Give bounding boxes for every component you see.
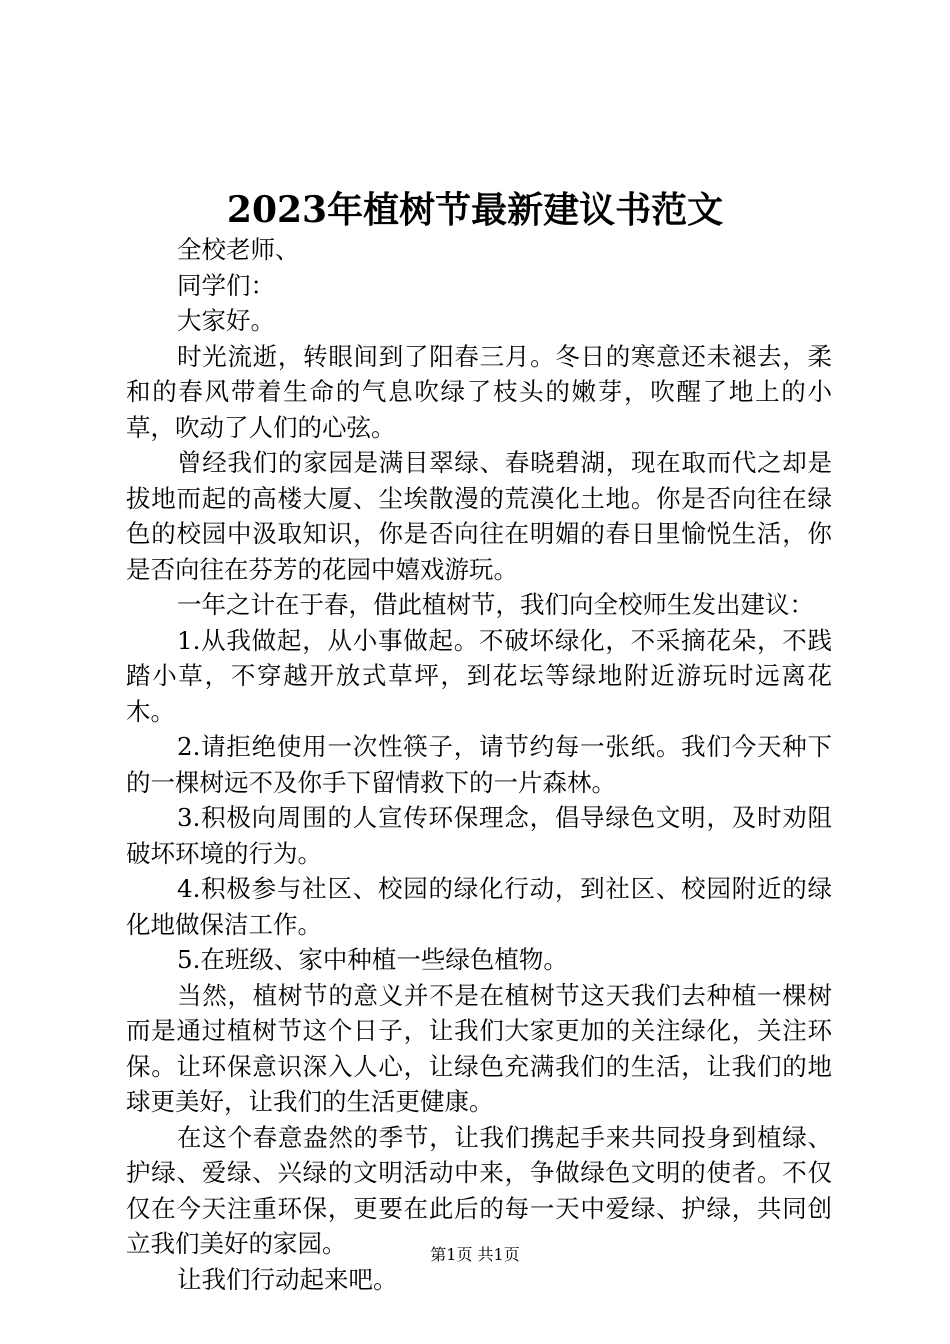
paragraph: 曾经我们的家园是满目翠绿、春晓碧湖，现在取而代之却是拔地而起的高楼大厦、尘埃散漫的荒漠化土地。你是否向往在绿色的校园中汲取知识，你是否向往在明媚的春日里愉悦生活，你是否向往在芬芳的花园中嬉戏游玩。 bbox=[126, 448, 832, 584]
paragraph: 一年之计在于春，借此植树节，我们向全校师生发出建议： bbox=[177, 590, 814, 619]
paragraph: 在这个春意盎然的季节，让我们携起手来共同投身到植绿、护绿、爱绿、兴绿的文明活动中来，争做绿色文明的使者。不仅仅在今天注重环保，更要在此后的每一天中爱绿、护绿，共同创立我们美好的家园。 bbox=[126, 1122, 832, 1258]
document-body bbox=[126, 232, 832, 1297]
list-item: 2.请拒绝使用一次性筷子，请节约每一张纸。我们今天种下的一棵树远不及你手下留情救下的一片森林。 bbox=[126, 732, 832, 797]
list-item: 4.积极参与社区、校园的绿化行动，到社区、校园附近的绿化地做保洁工作。 bbox=[126, 874, 832, 939]
paragraph-salutation-2: 同学们： bbox=[177, 270, 275, 300]
list-item: 5.在班级、家中种植一些绿色植物。 bbox=[177, 945, 568, 974]
paragraph-closing: 让我们行动起来吧。 bbox=[177, 1264, 398, 1294]
list-item: 3.积极向周围的人宣传环保理念，倡导绿色文明，及时劝阻破坏环境的行为。 bbox=[126, 803, 832, 868]
paragraph-greeting: 大家好。 bbox=[177, 306, 275, 335]
paragraph: 时光流逝，转眼间到了阳春三月。冬日的寒意还未褪去，柔和的春风带着生命的气息吹绿了枝头的嫩芽，吹醒了地上的小草，吹动了人们的心弦。 bbox=[126, 341, 832, 442]
paragraph-salutation-1: 全校老师、 bbox=[177, 235, 300, 264]
list-item: 1.从我做起，从小事做起。不破坏绿化，不采摘花朵，不践踏小草，不穿越开放式草坪，到花坛等绿地附近游玩时远离花木。 bbox=[126, 625, 832, 726]
document-title: 2023年植树节最新建议书范文 bbox=[226, 189, 724, 231]
paragraph: 当然，植树节的意义并不是在植树节这天我们去种植一棵树而是通过植树节这个日子，让我们大家更加的关注绿化，关注环保。让环保意识深入人心，让绿色充满我们的生活，让我们的地球更美好，让我们的生活更健康。 bbox=[126, 980, 832, 1116]
page-number-footer: 第1页 共1页 bbox=[430, 1245, 520, 1264]
